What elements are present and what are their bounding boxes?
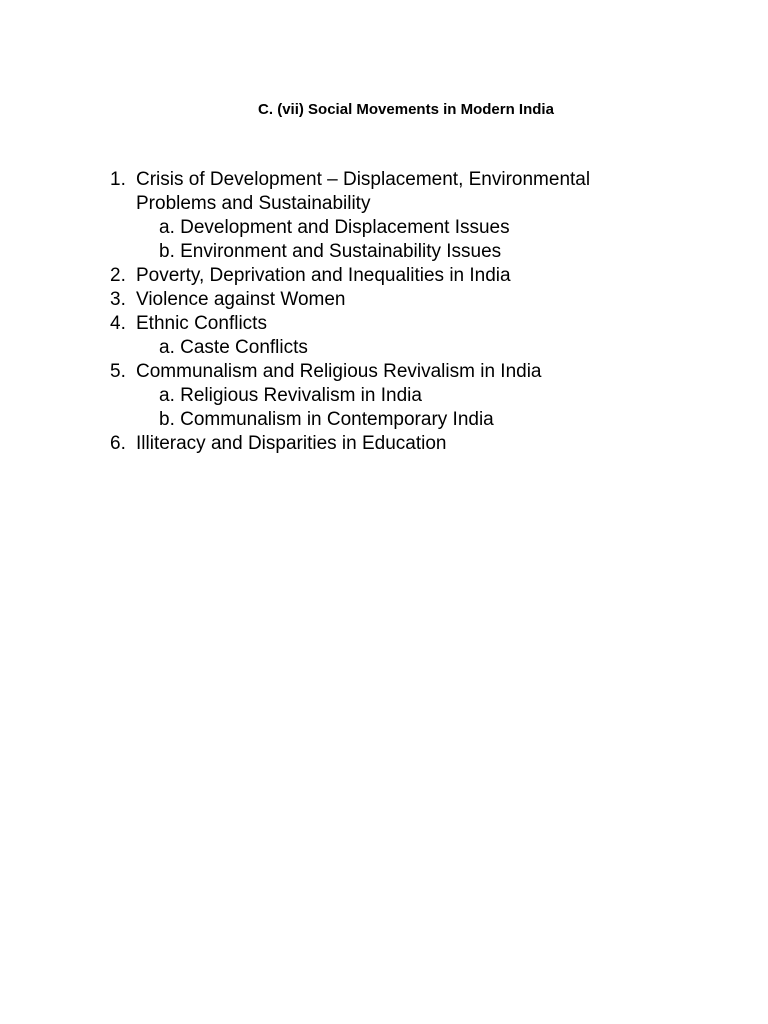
item-text: Poverty, Deprivation and Inequalities in India — [136, 265, 511, 286]
item-text: Crisis of Development – Displacement, Environmental Problems and Sustainability — [136, 169, 591, 214]
item-number: 6. — [110, 433, 126, 454]
item-text: Ethnic Conflicts — [136, 313, 267, 334]
item-text: Communalism and Religious Revivalism in India — [136, 361, 542, 382]
item-number: 4. — [110, 313, 126, 334]
outline-item-3 — [110, 288, 670, 312]
outline-item-2 — [110, 264, 670, 288]
item-text: Illiteracy and Disparities in Education — [136, 433, 447, 454]
subitem: b. Environment and Sustainability Issues — [159, 241, 502, 262]
item-number: 3. — [110, 289, 126, 310]
outline-item-6 — [110, 432, 670, 456]
item-number: 2. — [110, 265, 126, 286]
subitem: a. Religious Revivalism in India — [159, 385, 422, 406]
item-number: 5. — [110, 361, 126, 382]
item-text: Violence against Women — [136, 289, 346, 310]
outline-item-5 — [110, 360, 670, 432]
outline-item-4 — [110, 312, 670, 360]
subitem: b. Communalism in Contemporary India — [159, 409, 494, 430]
subitem: a. Development and Displacement Issues — [159, 217, 510, 238]
subitem: a. Caste Conflicts — [159, 337, 308, 358]
document-title: C. (vii) Social Movements in Modern India — [258, 101, 554, 118]
item-number: 1. — [110, 169, 126, 190]
outline-item-1 — [110, 168, 670, 264]
topic-outline — [110, 168, 670, 456]
